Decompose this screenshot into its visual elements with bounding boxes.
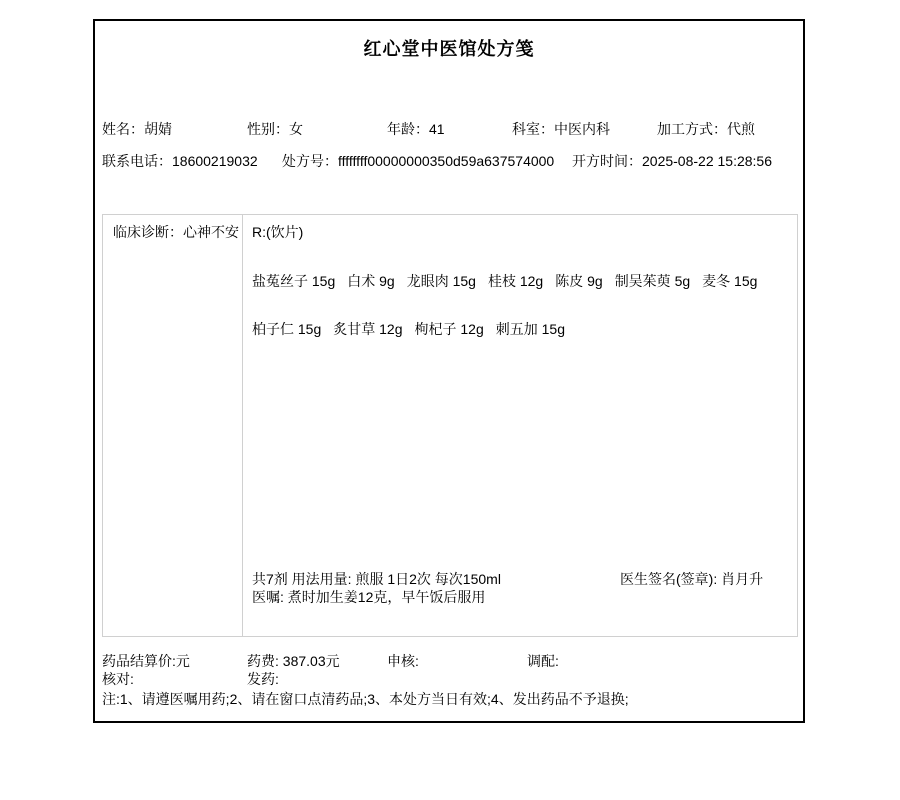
footer-field [102,652,247,670]
field-value: 女 [289,121,303,137]
footer-row-2 [102,670,796,688]
patient-info-row-1 [102,120,796,138]
field-label: 开方时间： [572,153,642,169]
herb-item: 盐菟丝子 15g [252,273,336,289]
footer-field [527,652,559,670]
page-border [93,19,805,723]
field-label: 联系电话： [102,153,172,169]
rx-bottom-block [252,570,797,606]
doctor-signature [620,570,763,588]
herb-item: 龙眼肉 15g [406,273,476,289]
footer-note: 注:1、请遵医嘱用药;2、请在窗口点清药品;3、本处方当日有效;4、发出药品不予退换; [102,691,629,707]
herb-line-1 [252,271,757,291]
page-title: 红心堂中医馆处方笺 [363,39,535,59]
usage-summary: 共7剂 用法用量: 煎服 1日2次 每次150ml [252,571,501,587]
footer-row-1 [102,652,796,670]
rx-cell [243,215,797,636]
herb-line-2 [252,319,565,339]
field-value: 胡婧 [144,121,172,137]
diagnosis-label: 临床诊断： [113,224,183,240]
field-value: ffffffff00000000350d59a637574000 [338,153,555,169]
patient-info-field [387,120,512,138]
diagnosis-value: 心神不安 [183,224,239,240]
herb-item: 陈皮 9g [555,273,603,289]
field-value: 中医内科 [554,121,610,137]
usage-row [252,570,797,588]
patient-info-field [102,120,247,138]
field-value: 2025-08-22 15:28:56 [642,153,772,169]
field-label: 发药: [247,671,279,687]
doctor-advice: 医嘱: 煮时加生姜12克，早午饭后服用 [252,589,486,605]
field-label: 年龄： [387,121,429,137]
patient-info-field [282,152,572,170]
herb-item: 白术 9g [347,273,395,289]
field-label: 姓名： [102,121,144,137]
field-label: 处方号： [282,153,338,169]
patient-info-field [512,120,657,138]
patient-info-field [247,120,387,138]
footer-field [247,652,387,670]
patient-info-row-2 [102,152,796,170]
field-value: 代煎 [727,121,755,137]
herb-item: 柏子仁 15g [252,321,322,337]
herb-item: 枸杞子 12g [414,321,484,337]
diagnosis-cell [103,215,243,636]
field-label: 药费: [247,653,283,669]
field-value: 387.03元 [282,653,340,669]
herb-item: 制吴茱萸 5g [614,273,691,289]
patient-info-field [102,152,282,170]
field-label: 药品结算价: [102,653,176,669]
field-value: 18600219032 [172,153,258,169]
field-label: 加工方式： [657,121,727,137]
herb-item: 刺五加 15g [495,321,565,337]
field-label: 核对: [102,671,134,687]
doctor-name: 肖月升 [721,571,764,587]
field-label: 申核: [387,653,419,669]
rx-header: R:(饮片) [252,224,304,240]
prescription-box [102,214,798,637]
footer-field [387,652,527,670]
herb-item: 桂枝 12g [487,273,544,289]
field-label: 性别： [247,121,289,137]
field-label: 科室： [512,121,554,137]
field-value: 元 [175,653,190,669]
patient-info-field [572,152,772,170]
field-value: 41 [429,121,445,137]
doctor-signature-label: 医生签名(签章): [620,571,722,587]
herb-item: 麦冬 15g [702,273,758,289]
footer-field [247,670,279,688]
patient-info-field [657,120,755,138]
footer-field [102,670,247,688]
herb-item: 炙甘草 12g [333,321,403,337]
field-label: 调配: [527,653,559,669]
